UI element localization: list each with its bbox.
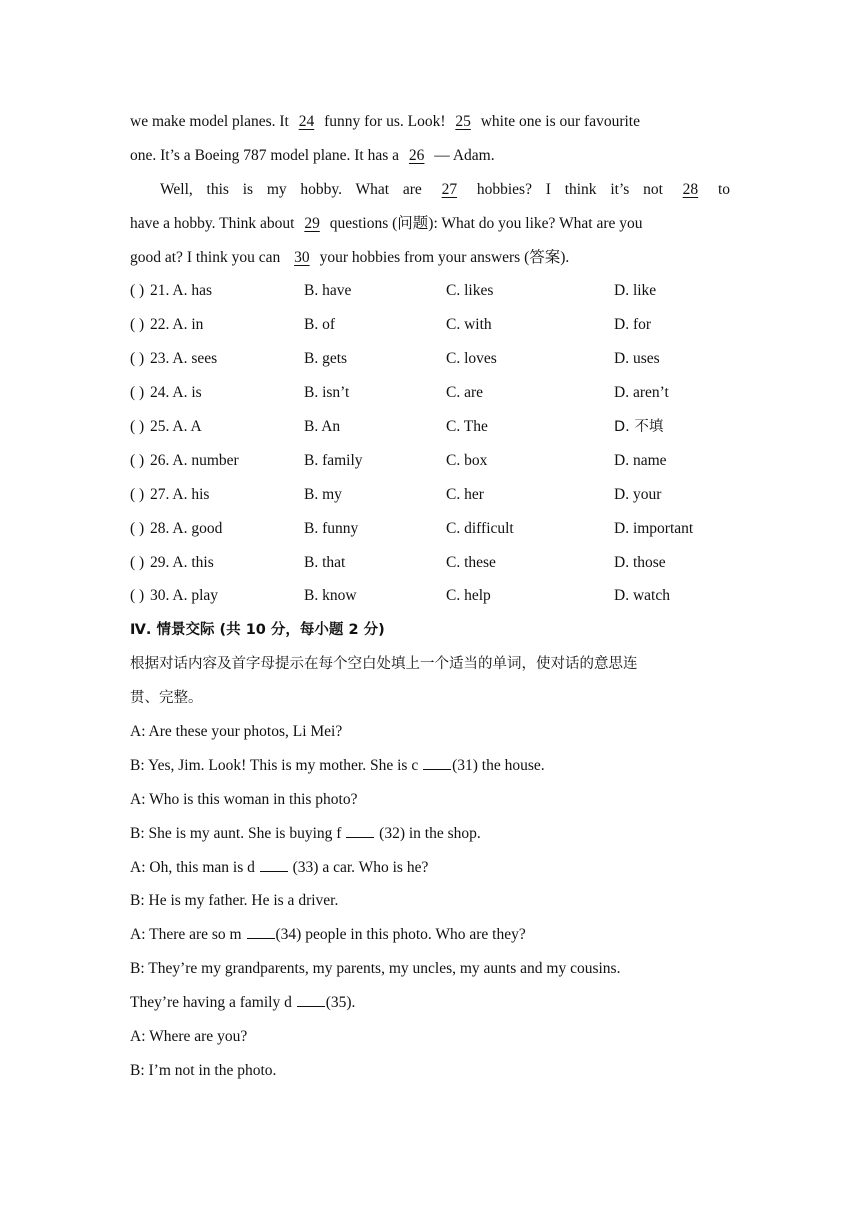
option-d: D. important — [614, 519, 694, 537]
option-c: C. likes — [446, 282, 494, 300]
answer-bracket[interactable]: ( ) — [130, 553, 145, 571]
dialogue-line: A: Where are you? — [130, 1028, 248, 1046]
dialogue-line: B: He is my father. He is a driver. — [130, 892, 339, 910]
question-row — [130, 379, 730, 413]
option-a: 28. A. good — [150, 519, 223, 537]
option-d: D. aren’t — [614, 384, 669, 402]
answer-bracket[interactable]: ( ) — [130, 485, 145, 503]
fill-blank[interactable] — [346, 823, 374, 838]
dialogue — [130, 718, 730, 1091]
option-b: B. family — [304, 451, 363, 469]
option-c: C. The — [446, 418, 488, 436]
question-row — [130, 345, 730, 379]
passage-line-1: we make model planes. It 24 funny for us. Look! 25 white one is our favourite — [130, 113, 640, 130]
blank-25: 25 — [455, 113, 471, 130]
question-row — [130, 582, 730, 616]
question-row — [130, 311, 730, 345]
blank-30: 30 — [294, 248, 310, 266]
option-d: D. uses — [614, 350, 660, 368]
option-c: C. box — [446, 451, 488, 469]
option-d: D. your — [614, 485, 662, 503]
blank-28: 28 — [682, 180, 699, 198]
option-b: B. know — [304, 587, 357, 605]
blank-24: 24 — [298, 113, 315, 130]
option-c: C. difficult — [446, 519, 514, 537]
option-d: D. watch — [614, 587, 670, 605]
option-a: 24. A. is — [150, 384, 202, 402]
option-c: C. her — [446, 485, 484, 503]
question-row — [130, 277, 730, 311]
blank-26: 26 — [408, 146, 425, 164]
option-c: C. with — [446, 316, 492, 334]
passage-line-3: Well, this is my hobby. What are 27 hobbies? I think it’s not 28 to — [160, 180, 730, 198]
fill-blank[interactable] — [423, 755, 451, 770]
question-row — [130, 447, 730, 481]
answer-bracket[interactable]: ( ) — [130, 350, 145, 368]
question-row — [130, 549, 730, 583]
answer-bracket[interactable]: ( ) — [130, 384, 145, 402]
fill-blank[interactable] — [297, 992, 325, 1007]
option-a: 29. A. this — [150, 553, 214, 571]
option-b: B. of — [304, 316, 335, 334]
passage-line-4: have a hobby. Think about 29 questions (问题): What do you like? What are you — [130, 214, 643, 232]
answer-bracket[interactable]: ( ) — [130, 587, 145, 605]
question-row — [130, 515, 730, 549]
blank-27: 27 — [441, 180, 458, 198]
section-4-instruction: 根据对话内容及首字母提示在每个空白处填上一个适当的单词，使对话的意思连 — [130, 656, 638, 673]
fill-blank[interactable] — [260, 857, 288, 872]
option-a: 21. A. has — [150, 282, 212, 300]
question-list — [130, 277, 730, 616]
option-a: 27. A. his — [150, 485, 210, 503]
dialogue-line: B: They’re my grandparents, my parents, my uncles, my aunts and my cousins. — [130, 960, 621, 978]
dialogue-line: B: Yes, Jim. Look! This is my mother. She is c (31) the house. — [130, 756, 545, 774]
passage-line-2: one. It’s a Boeing 787 model plane. It has a 26 — Adam. — [130, 146, 495, 164]
answer-bracket[interactable]: ( ) — [130, 451, 145, 469]
section-4-title: Ⅳ. 情景交际 (共 10 分，每小题 2 分) — [130, 622, 385, 639]
option-d: D. 不填 — [614, 419, 664, 436]
section-4-instruction-cont: 贯、完整。 — [130, 690, 203, 707]
option-c: C. are — [446, 384, 484, 402]
option-d: D. for — [614, 316, 652, 334]
blank-29: 29 — [304, 214, 320, 232]
answer-bracket[interactable]: ( ) — [130, 418, 145, 436]
option-b: B. my — [304, 485, 342, 503]
dialogue-line: A: There are so m (34) people in this photo. Who are they? — [130, 926, 526, 944]
option-a: 23. A. sees — [150, 350, 218, 368]
dialogue-line: B: She is my aunt. She is buying f (32) in the shop. — [130, 824, 481, 842]
fill-blank[interactable] — [247, 924, 275, 939]
option-a: 25. A. A — [150, 418, 202, 436]
option-c: C. help — [446, 587, 491, 605]
option-d: D. those — [614, 553, 666, 571]
dialogue-line: They’re having a family d (35). — [130, 994, 356, 1012]
option-b: B. have — [304, 282, 352, 300]
passage-line-5: good at? I think you can 30 your hobbies from your answers (答案). — [130, 248, 570, 266]
option-b: B. isn’t — [304, 384, 350, 402]
dialogue-line: A: Oh, this man is d (33) a car. Who is he? — [130, 858, 429, 876]
option-b: B. An — [304, 418, 341, 436]
document-page — [130, 108, 730, 1091]
answer-bracket[interactable]: ( ) — [130, 316, 145, 334]
option-d: D. name — [614, 451, 667, 469]
dialogue-line: B: I’m not in the photo. — [130, 1061, 277, 1079]
option-a: 26. A. number — [150, 451, 239, 469]
option-a: 30. A. play — [150, 587, 219, 605]
answer-bracket[interactable]: ( ) — [130, 519, 145, 537]
dialogue-line: A: Are these your photos, Li Mei? — [130, 723, 343, 741]
option-b: B. that — [304, 553, 346, 571]
answer-bracket[interactable]: ( ) — [130, 282, 145, 300]
question-row — [130, 481, 730, 515]
option-c: C. these — [446, 553, 496, 571]
option-b: B. gets — [304, 350, 348, 368]
option-b: B. funny — [304, 519, 359, 537]
question-row — [130, 413, 730, 447]
option-c: C. loves — [446, 350, 497, 368]
option-a: 22. A. in — [150, 316, 204, 334]
option-d: D. like — [614, 282, 657, 300]
dialogue-line: A: Who is this woman in this photo? — [130, 790, 358, 808]
